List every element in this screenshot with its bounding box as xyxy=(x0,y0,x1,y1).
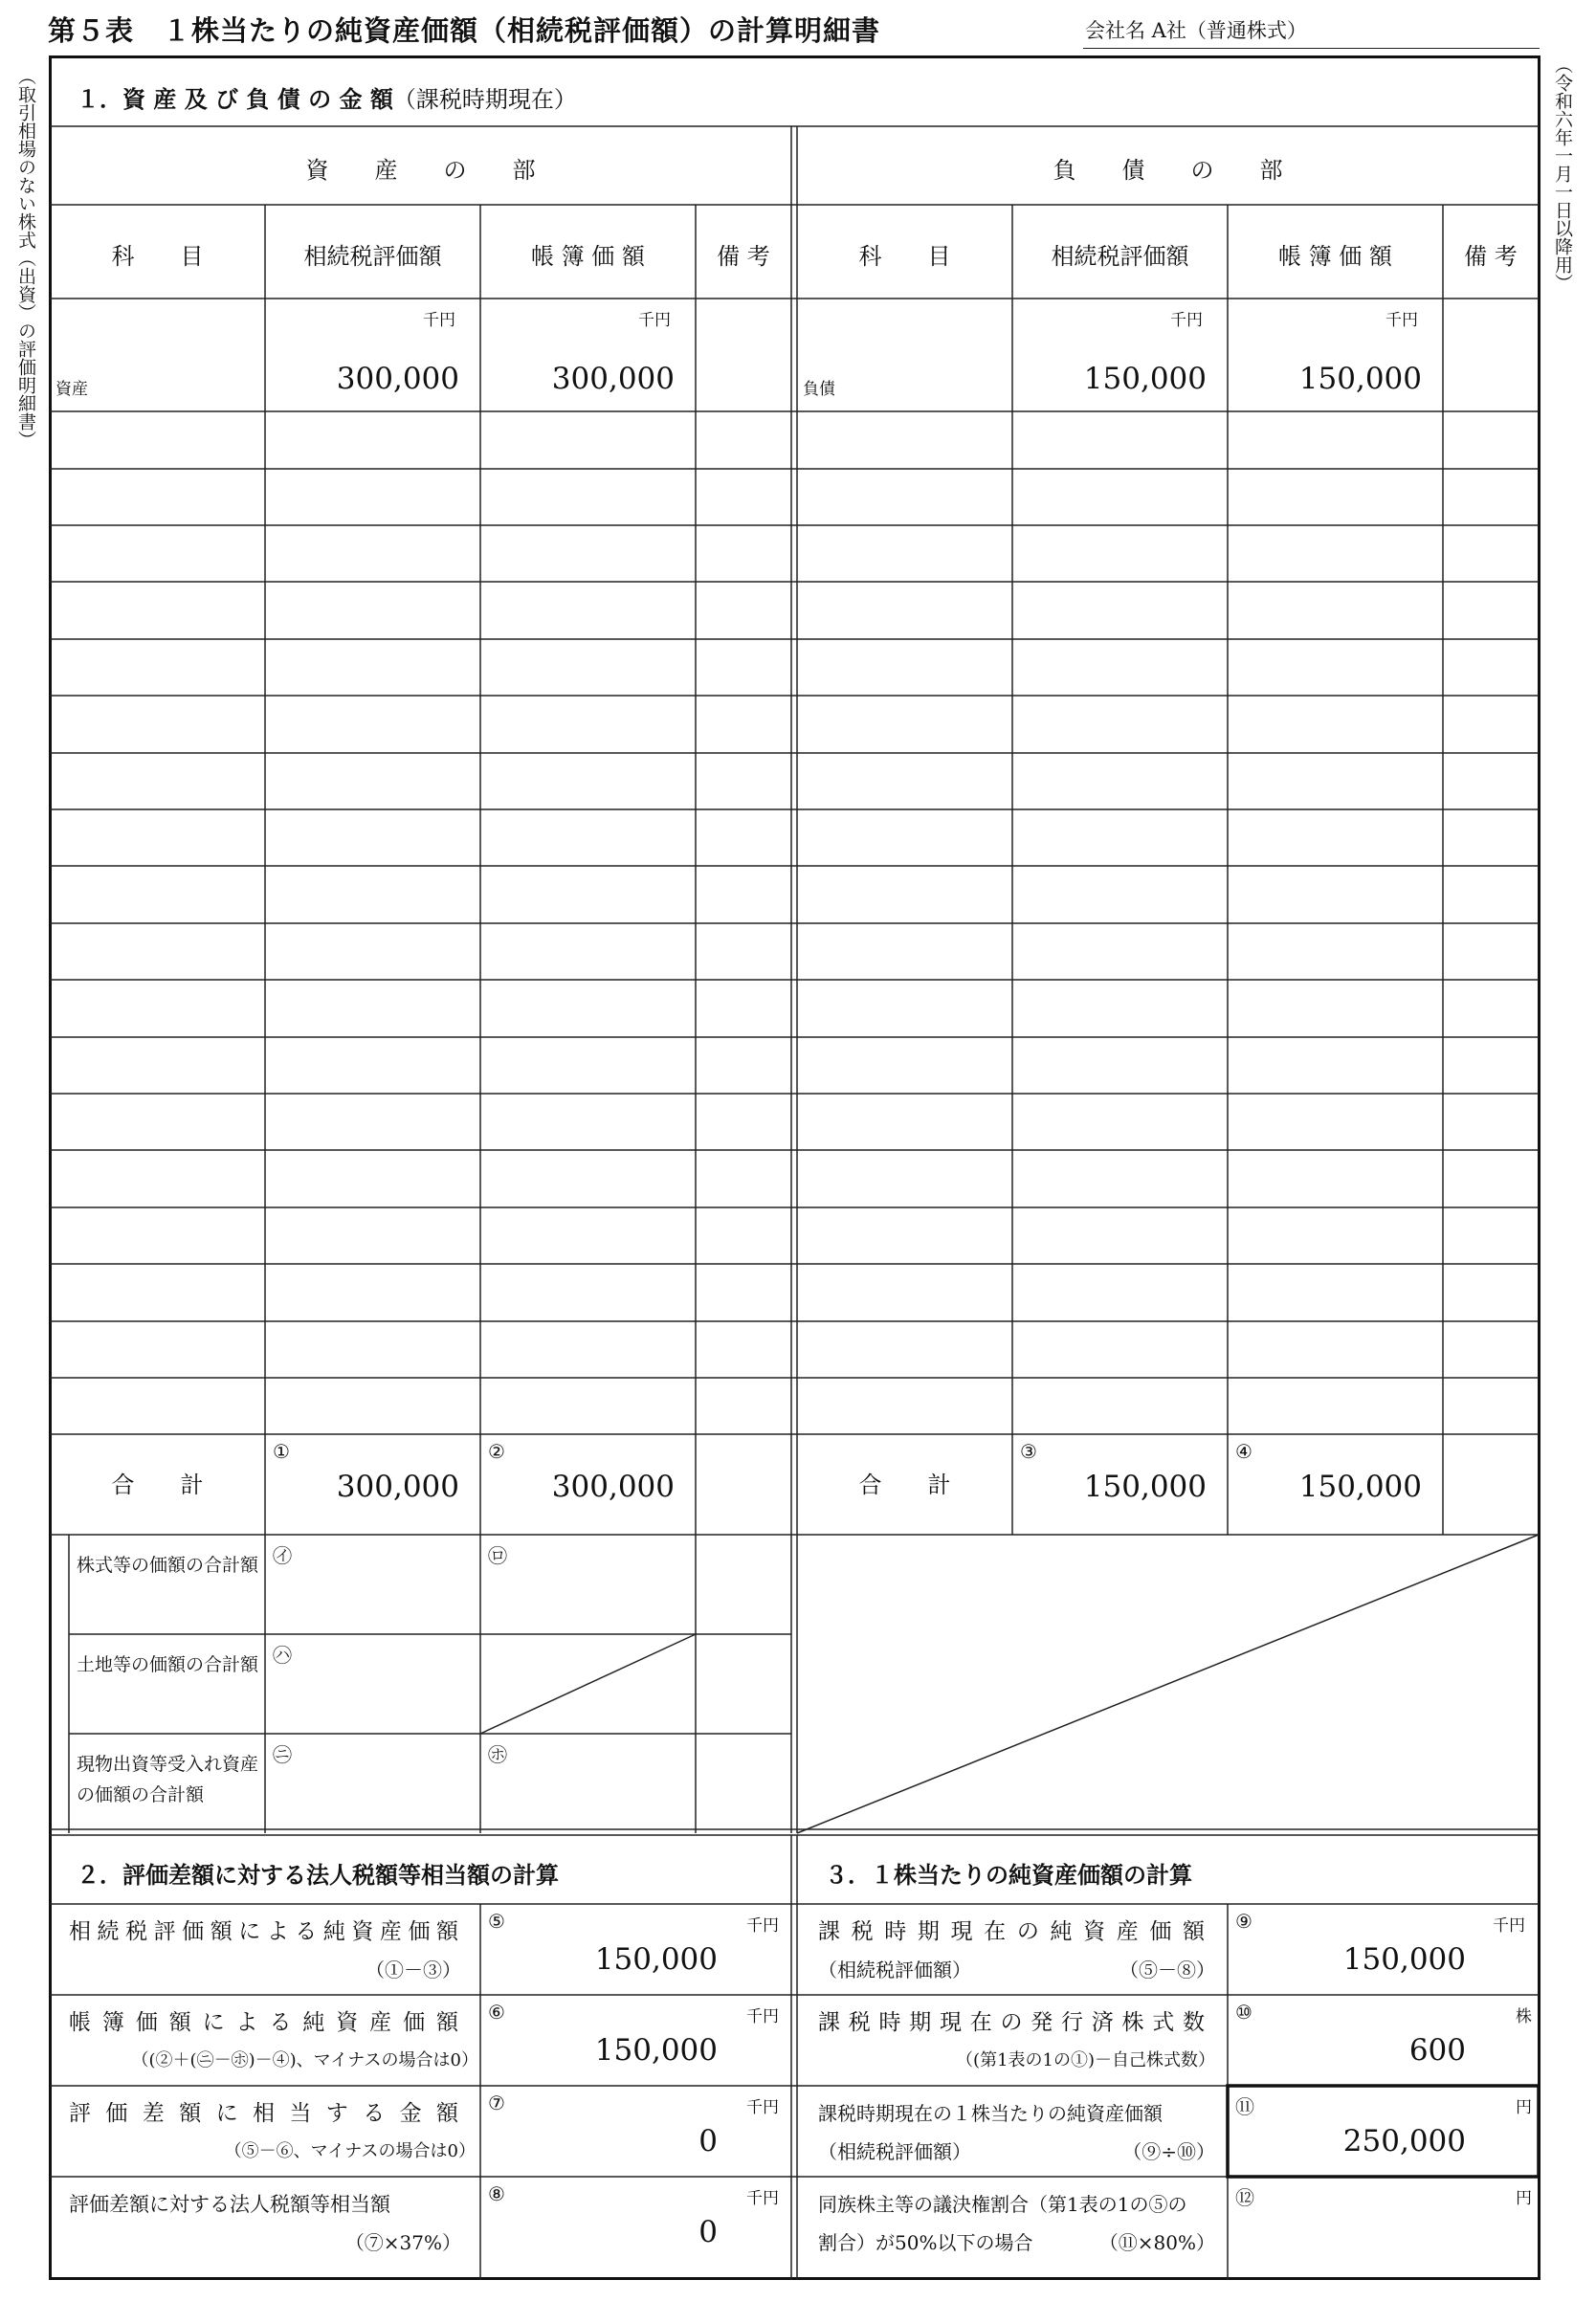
liab-row-label: 負債 xyxy=(803,380,835,399)
mark-5: ⑤ xyxy=(488,1910,505,1933)
mark-7: ⑦ xyxy=(488,2092,505,2114)
s2-row2-label: 帳簿価額による純資産価額 xyxy=(69,2010,459,2035)
unit-label: 千円 xyxy=(1385,311,1418,330)
s2-row2-sub: （(②＋(㋥－㋭)－④)、マイナスの場合は0） xyxy=(131,2050,478,2070)
liab-col-eval: 相続税評価額 xyxy=(1051,243,1189,270)
s2-row4-unit: 千円 xyxy=(746,2189,779,2208)
s3-row1-label: 課税時期現在の純資産価額 xyxy=(818,1919,1206,1944)
asset-col-note: 備 考 xyxy=(717,243,770,270)
mark-11: ⑪ xyxy=(1235,2095,1254,2118)
s2-row1-sub: （①－③） xyxy=(366,1959,461,1981)
unit-label: 千円 xyxy=(1170,311,1203,330)
s2-row2-value: 150,000 xyxy=(594,2033,718,2068)
s3-row3-label: 課税時期現在の１株当たりの純資産価額 xyxy=(818,2102,1163,2125)
mark-ro: ㋺ xyxy=(488,1544,507,1567)
s2-row4-value: 0 xyxy=(698,2215,718,2249)
assets-header: 資 産 の 部 xyxy=(305,157,536,184)
s3-row4-label: 同族株主等の議決権割合（第1表の1の⑤の xyxy=(818,2193,1187,2216)
mark-ho: ㋭ xyxy=(488,1743,507,1766)
asset-row-book: 300,000 xyxy=(551,362,675,396)
right-side-note: （令和六年一月一日以降用） xyxy=(1552,55,1573,292)
mark-i: ㋑ xyxy=(273,1544,292,1567)
company-name: 会社名 A社（普通株式） xyxy=(1083,15,1540,49)
liab-col-note: 備 考 xyxy=(1464,243,1518,270)
liab-total-label: 合 計 xyxy=(858,1472,951,1498)
s3-row1-value: 150,000 xyxy=(1342,1942,1466,1977)
s3-row4-sub-right: （⑪×80%） xyxy=(1098,2231,1215,2254)
s3-row3-unit: 円 xyxy=(1516,2098,1532,2117)
liab-col-book: 帳 簿 価 額 xyxy=(1278,243,1392,270)
s3-row1-sub-right: （⑤－⑧） xyxy=(1119,1959,1215,1981)
s3-row1-unit: 千円 xyxy=(1493,1916,1525,1936)
form-title: 第５表 １株当たりの純資産価額（相続税評価額）の計算明細書 xyxy=(48,14,881,47)
asset-col-item: 科 目 xyxy=(111,243,204,270)
s3-row3-value: 250,000 xyxy=(1342,2124,1466,2158)
mark-ni: ㋥ xyxy=(273,1743,292,1766)
s3-row3-sub-left: （相続税評価額） xyxy=(818,2140,971,2163)
mark-1: ① xyxy=(273,1440,290,1463)
subrow-land-label: 土地等の価額の合計額 xyxy=(77,1654,259,1675)
mark-12: ⑫ xyxy=(1235,2186,1254,2209)
asset-total-eval: 300,000 xyxy=(336,1470,459,1504)
s2-row3-unit: 千円 xyxy=(746,2098,779,2117)
s3-row1-sub-left: （相続税評価額） xyxy=(818,1959,971,1981)
unit-label: 千円 xyxy=(423,311,455,330)
mark-4: ④ xyxy=(1235,1440,1252,1463)
subrow-stocks-label: 株式等の価額の合計額 xyxy=(77,1555,259,1576)
s3-row4-unit: 円 xyxy=(1516,2189,1532,2208)
liab-total-book: 150,000 xyxy=(1298,1470,1422,1504)
unit-label: 千円 xyxy=(638,311,671,330)
asset-col-eval: 相続税評価額 xyxy=(303,243,442,270)
s2-row3-label: 評価差額に相当する金額 xyxy=(69,2101,459,2126)
s2-row1-unit: 千円 xyxy=(746,1916,779,1936)
section3-title: ３．１株当たりの純資産価額の計算 xyxy=(825,1862,1192,1889)
s3-row2-unit: 株 xyxy=(1516,2007,1532,2026)
liab-col-item: 科 目 xyxy=(858,243,951,270)
s3-row4-sub-left: 割合）が50%以下の場合 xyxy=(818,2231,1033,2254)
section1-title xyxy=(77,80,577,114)
s3-row2-label: 課税時期現在の発行済株式数 xyxy=(818,2010,1206,2035)
s3-row2-value: 600 xyxy=(1408,2033,1466,2068)
s2-row1-value: 150,000 xyxy=(594,1942,718,1977)
section1-title-text: １．資 産 及 び 負 債 の 金 額 xyxy=(77,86,393,113)
mark-ha: ㋩ xyxy=(273,1644,292,1667)
asset-col-book: 帳 簿 価 額 xyxy=(531,243,645,270)
liab-total-eval: 150,000 xyxy=(1083,1470,1207,1504)
s2-row3-value: 0 xyxy=(698,2124,718,2158)
s2-row1-label: 相続税評価額による純資産価額 xyxy=(69,1919,459,1944)
section1-title-suffix: （課税時期現在） xyxy=(392,86,577,113)
subrow-inkind-label: 現物出資等受入れ資産の価額の合計額 xyxy=(77,1754,259,1805)
liab-row-eval: 150,000 xyxy=(1083,362,1207,396)
liabilities-header: 負 債 の 部 xyxy=(1053,157,1283,184)
left-side-note: （取引相場のない株式（出資）の評価明細書） xyxy=(15,67,36,449)
mark-6: ⑥ xyxy=(488,2001,505,2024)
s3-row3-sub-right: （⑨÷⑩） xyxy=(1122,2140,1215,2163)
section2-title: ２．評価差額に対する法人税額等相当額の計算 xyxy=(77,1862,559,1889)
mark-8: ⑧ xyxy=(488,2182,505,2205)
s2-row4-label: 評価差額に対する法人税額等相当額 xyxy=(69,2193,390,2216)
mark-3: ③ xyxy=(1020,1440,1037,1463)
asset-row-eval: 300,000 xyxy=(336,362,459,396)
s3-row2-sub-right: （(第1表の1の①)－自己株式数） xyxy=(956,2050,1215,2070)
liab-row-book: 150,000 xyxy=(1298,362,1422,396)
s2-row2-unit: 千円 xyxy=(746,2007,779,2026)
mark-2: ② xyxy=(488,1440,505,1463)
s2-row3-sub: （⑤－⑥、マイナスの場合は0） xyxy=(224,2141,476,2161)
asset-total-label: 合 計 xyxy=(111,1472,204,1498)
s2-row4-sub: （⑦×37%） xyxy=(344,2231,461,2254)
mark-10: ⑩ xyxy=(1235,2001,1252,2024)
asset-row-label: 資産 xyxy=(55,380,88,399)
mark-9: ⑨ xyxy=(1235,1910,1252,1933)
asset-total-book: 300,000 xyxy=(551,1470,675,1504)
